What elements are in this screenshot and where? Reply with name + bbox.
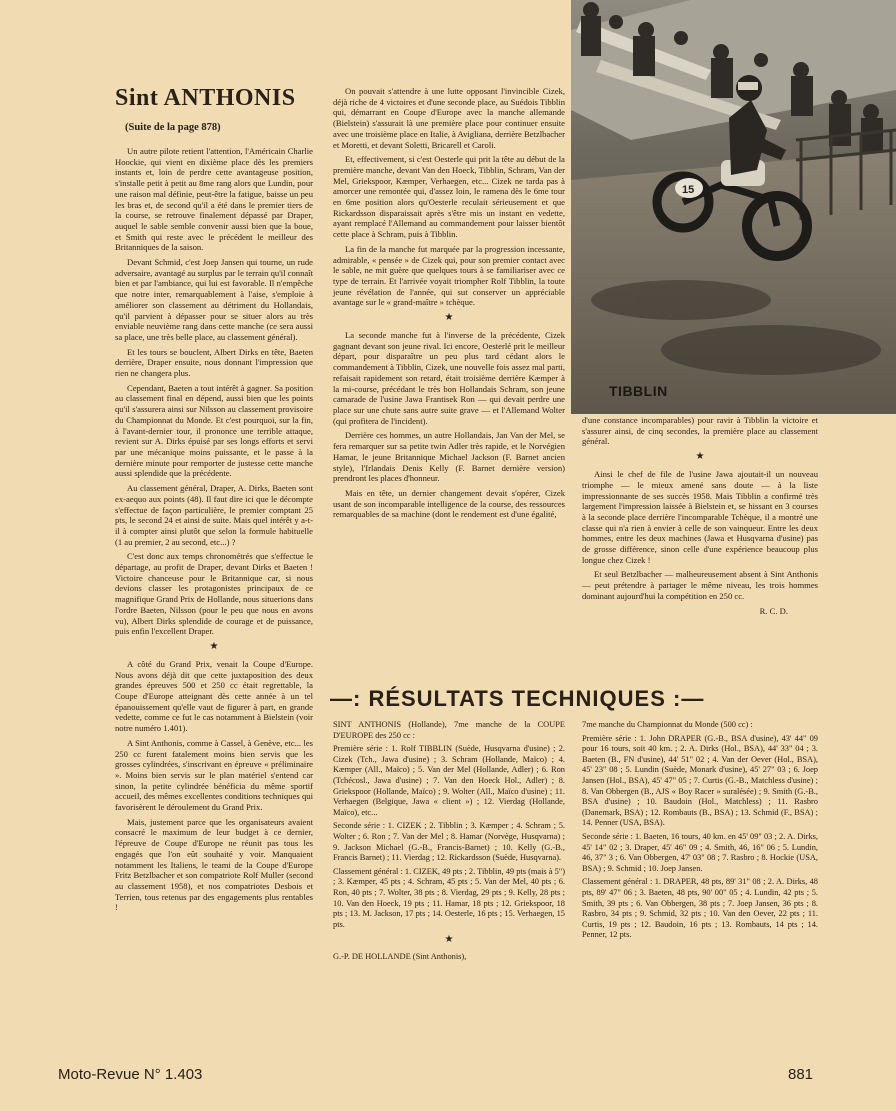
results-heading: —: RÉSULTATS TECHNIQUES :— (330, 686, 705, 711)
paragraph: Mais en tête, un dernier changement devait s'opérer, Cizek usant de son incomparable intelligence de la course, des ressources remarquables de sa machine (dont le rendement est d'une égalité, (333, 487, 565, 520)
results-overall: Classement général : 1. DRAPER, 48 pts, 89' 31" 08 ; 2. A. Dirks, 48 pts, 89' 47" 06 ; 3. Baeten, 48 pts, 90' 00" 05 ; 4. Lundin, 42 pts ; 5. Smith, 39 pts ; 6. Van Obbergen, 38 pts ; 7. Joep Jansen, 36 pts ; 8. Rasbro, 34 pts ; 9. Schmid, 32 pts ; 10. Van den Oever, 22 pts ; 11. Curtis, 19 pts ; 12. Baudoin, 16 pts ; 13. Rombauts, 14 pts ; 14. Penner, 12 pts. (582, 877, 818, 940)
author-signature: R. C. D. (759, 605, 788, 616)
paragraph: La seconde manche fut à l'inverse de la précédente, Cizek gagnant devant son jeune rival. Ici encore, Oesterlé prit le meilleur départ, pour disparaître un peu plus tard cédant alors le commandement à Tibblin, Cizek, une nouvelle fois assez mal parti, refaisait rapidement son retard, était troisième derrière Kæmper à la mi-course, précédant le très bon Hollandais Schram, son jeune camarade de l'usine Jawa Frantisek Ron — qui devait perdre une place sur une chute sans autre suite grave — et l'Allemand Wolter (qui profitera de l'incident). (333, 330, 565, 426)
paragraph: Un autre pilote retient l'attention, l'Américain Charlie Hoockie, qui vient en dixième place dès les premiers instants et, loin de perdre cette avantageuse position, s'installe petit à petit au 8me rang alors que Lundin, pour une raison mal définie, peut-être la fatigue, baisse un peu les bras et, de second qu'il a été dans le premier tiers de la course, se retrouve finalement dépassé par Draper, auquel le sable semble convenir aussi bien que la boue, et Smith qui reste avec le précédent le meilleur des Britanniques de la saison. (115, 146, 313, 253)
results-column-right (582, 720, 818, 944)
section-star-icon: ★ (444, 934, 454, 946)
paragraph: Cependant, Baeten a tout intérêt à gagner. Sa position au classement final en dépend, aussi bien que les points qu'il s'assurera ainsi sur Nilsson au classement provisoire du Championnat du Monde. Et c'est pourquoi, sur la fin, à l'avant-dernier tour, il prononce une terrible attaque, revient sur A. Dirks épuisé par ses longs efforts et servi par une mécanique moins puissante, et le passe à la dernière minute pour remporter de justesse cette manche aussi splendide que la précédente. (115, 382, 313, 479)
article-column-2 (333, 86, 565, 524)
paragraph: Ainsi le chef de file de l'usine Jawa ajoutait-il un nouveau triomphe — le mieux amené sans doute — à la liste impressionnante de ses succès 1958. Mais Tibblin a confirmé très largement l'impression laissée à Bielstein et, se hissant en 3 courses à la seconde place derrière l'incomparable Tchèque, il a montré une classe qui n'a rien à envier à celle de son vainqueur. Entre les deux hommes, entre les deux machines (Jawa et Husqvarna d'usine) pas de grosse différence, sinon celle d'une expérience beaucoup plus longue chez Cizek ! (582, 469, 818, 565)
paragraph: A côté du Grand Prix, venait la Coupe d'Europe. Nous avons déjà dit que cette juxtaposition des deux grandes épreuves 500 et 250 cc était regrettable, la Coupe d'Europe atteignant dès cette année à un tel épanouissement qu'elle vaut de figurer à part, en grande vedette, comme ce fut le cas notamment à Bielstein (voir notre numéro 1.401). (115, 658, 313, 734)
article-column-1 (115, 146, 313, 917)
section-star-icon: ★ (695, 451, 705, 463)
paragraph: C'est donc aux temps chronométrés que s'effectue le départage, au profit de Draper, devant Dirks et Baeten ! Victoire chanceuse pour le Britannique car, si nous devions classer les protagonistes principaux de ce magnifique Grand Prix de Hollande, nous situerions dans l'ordre Baeten, Nilsson (pour le peu que nous en avons vu), Albert Dirks splendide de courage et de puissance, puis enfin l'excellent Draper. (115, 551, 313, 637)
paragraph: Au classement général, Draper, A. Dirks, Baeten sont ex-aequo aux points (48). Il faut dire ici que le décompte s'effectue de façon particulière, le premier comptant 25 pts, le second 24 et ainsi de suite. Mais quel intérêt y a-t-il à compter ainsi plutôt que selon la formule habituelle (1 au premier, 2 au second, etc...) ? (115, 483, 313, 547)
tibblin-photo (571, 0, 896, 414)
paragraph: Derrière ces hommes, un autre Hollandais, Jan Van der Mel, se fera remarquer sur sa petite twin Adler très rapide, et le Norvégien Hamar, le jeune Britannique Michael Jackson (F. Barnet ancien style), l'Irlandais Denis Kelly (F. Barnet dernière version) prendront les places d'honneur. (333, 430, 565, 484)
paragraph: On pouvait s'attendre à une lutte opposant l'invincible Cizek, déjà riche de 4 victoires et d'une seconde place, au Suédois Tibblin qui, démarrant en Coupe d'Europe avec la manche allemande (Bielstein) s'assurait là une première place pour continuer ensuite avec une troisième place en Italie, à Avigliana, derrière Betzlbacher et Moretti, et devant Soletti, Bricarell et Caroli. (333, 86, 565, 150)
results-overall: Classement général : 1. CIZEK, 49 pts ; 2. Tibblin, 49 pts (mais à 5") ; 3. Kæmper, 45 pts ; 4. Schram, 45 pts ; 5. Van der Mel, 40 pts ; 6. Ron, 40 pts ; 7. Wolter, 38 pts ; 8. Vierdag, 29 pts ; 9. Kelly, 28 pts ; 10. Van den Hoeck, 19 pts ; 11. Hamar, 18 pts ; 12. Griekspoor, 18 pts ; 13. M. Jackson, 17 pts ; 14. Oesterle, 16 pts ; 15. Verhaegen, 15 pts. (333, 866, 565, 929)
paragraph: La fin de la manche fut marquée par la progression incessante, admirable, « pensée » de Cizek qui, pour son premier contact avec le sable, ne mit guère que quelques tours à se familiariser avec ce type de terrain. Et l'arrivée voyait triompher Rolf Tibblin, la toute jeune révélation de l'année, qui sut conserver un appréciable avantage sur le « grand-maître » tchèque. (333, 243, 565, 308)
results-second-heat: Seconde série : 1. Baeten, 16 tours, 40 km. en 45' 09" 03 ; 2. A. Dirks, 45' 14" 02 ; 3. Draper, 45' 46" 09 ; 4. Smith, 46, 16" 06 ; 5. Lundin, 46, 37" 3 ; 6. Van Obbergen, 47' 03" 08 ; 7. Rasbro ; 8. Hockie (USA, BSA) ; 9. Schmid ; 10. Joep Jansen. (582, 831, 818, 873)
paragraph: Et, effectivement, si c'est Oesterle qui prit la tête au début de la première manche, devant Van den Hoeck, Tibblin, Schram, Van der Mel, Griekspoor, Kæmper, Verhaegen, etc... Cizek ne tarda pas à amorcer une remontée qui, d'assez loin, le ramena dès le 6me tour en 6me position alors qu'Oesterle reculait sérieusement et que Rickardsson disparaissait après s'être mis un instant en vedette, ayant remplacé l'Allemand au commandement pour laisser bientôt cette place à Schram, puis à Tibblin. (333, 154, 565, 240)
section-star-icon: ★ (209, 640, 219, 652)
paragraph: Et les tours se bouclent, Albert Dirks en tête, Baeten derrière, Draper ensuite, nous donnant l'impression que rien ne changera plus. (115, 346, 313, 379)
results-first-heat: Première série : 1. John DRAPER (G.-B., BSA d'usine), 43' 44" 09 pour 16 tours, soit 40 km. ; 2. A. Dirks (Hol., BSA), 44' 33" 04 ; 3. Baeten (B., FN d'usine), 44' 51" 02 ; 4. Van der Oever (Hol., BSA), 45' 23" 08 ; 5. Lundin (Suède, Monark d'usine), 45' 27" 03 ; 6. Joep Jansen (Hol., BSA), 45' 47" 05 ; 7. Curtis (G.-B., Matchless d'usine) ; 8. Van Obbergen (B., AJS « Boy Racer » suralésée) ; 9. Smith (G.-B., BSA d'usine) ; 10. Baudoin (Hol., Matchless) ; 11. Rasbro (Danemark, BSA) ; 12. Rombauts (B., BSA) ; 13. Schmid (F., BSA) ; 14. Penner (USA, BSA). (582, 733, 818, 828)
paragraph: A Sint Anthonis, comme à Cassel, à Genève, etc... les 250 cc furent fatalement moins bien servis que les grosses cylindrées, s'inscrivant en épreuve « préliminaire ». Moins bien servis sur le plan matériel s'entend car sinon, la petite cylindrée bénéficia du même sportif accueil, des mêmes excellentes conditions techniques qui favorisèrent le déroulement du Grand Prix. (115, 737, 313, 813)
article-column-3 (582, 415, 818, 616)
results-intro: SINT ANTHONIS (Hollande), 7me manche de la COUPE D'EUROPE des 250 cc : (333, 720, 565, 740)
results-gp-heading: G.-P. DE HOLLANDE (Sint Anthonis), (333, 952, 467, 962)
article-title: Sint ANTHONIS (115, 85, 296, 111)
paragraph: Devant Schmid, c'est Joep Jansen qui tourne, un rude adversaire, avantagé au surplus par le terrain qu'il connaît bien et par l'ambiance, qui lui est favorable. Il n'empêche que notre inter, remarquablement à l'aise, s'emploie à améliorer son classement au détriment du Hollandais, qu'il parvient à dépasser pour se situer alors au très enviable neuvième rang dans cette manche (ce sera aussi sa place, une très belle place, au classement général). (115, 257, 313, 342)
page-number: 881 (788, 1066, 814, 1083)
section-star-icon: ★ (444, 312, 454, 324)
publication-footer: Moto-Revue N° 1.403 (58, 1066, 203, 1083)
results-second-heat: Seconde série : 1. CIZEK ; 2. Tibblin ; 3. Kæmper ; 4. Schram ; 5. Wolter ; 6. Ron ; 7. Van der Mel ; 8. Hamar (Norvège, Husqvarna) ; 9. Jackson Michael (G.-B., Francis-Barnet) ; 10. Kelly (G.-B., Francis Barnet) ; 11. Vierdag ; 12. Rickardsson (Suède, Husqvarna). (333, 821, 565, 863)
photo-caption: TIBBLIN (609, 383, 668, 399)
paragraph: d'une constance incomparables) pour ravir à Tibblin la victoire et s'assurer ainsi, de cinq secondes, la première place au classement général. (582, 415, 818, 447)
results-intro: 7me manche du Championnat du Monde (500 cc) : (582, 720, 753, 729)
article-subtitle: (Suite de la page 878) (125, 122, 221, 133)
results-column-left (333, 720, 565, 966)
motocross-rider-image (571, 0, 896, 414)
paragraph: Mais, justement parce que les organisateurs avaient consacré le maximum de leur budget à ce dernier, l'épreuve de Coupe d'Europe ne réunit pas tous les engagés que l'on eût souhaité y voir. Manquaient notamment les Italiens, le teami de la Coupe d'Europe Fritz Betzlbacher et son compatriote Rolf Muller (second au classement 1958), et nos compatriotes Desbois et Terrien, tous retenus par des engagements plus rentables ! (115, 816, 313, 913)
svg-text:15: 15 (682, 184, 695, 196)
paragraph: Et seul Betzlbacher — malheureusement absent à Sint Anthonis — peut prétendre à partager le même niveau, les trois hommes dominant aujourd'hui la compétition en 250 cc. (582, 569, 818, 601)
results-first-heat: Première série : 1. Rolf TIBBLIN (Suède, Husqvarna d'usine) ; 2. Cizek (Tch., Jawa d'usine) ; 3. Schram (Hollande, Maïco) ; 4. Kæmper (All., Maïco) ; 5. Van der Mel (Hollande, Adler) ; 6. Ron (Tchécosl., Jawa d'usine) ; 7. Van den Hoeck Hol., Adler) ; 8. Griekspoor (Hollande, Maïco) ; 9. Wolter (All., Maïco d'usine) ; 11. Verhaegen (Belgique, Jawa « client ») ; 12. Vierdag (Hollande, Maïco), etc... (333, 744, 565, 817)
